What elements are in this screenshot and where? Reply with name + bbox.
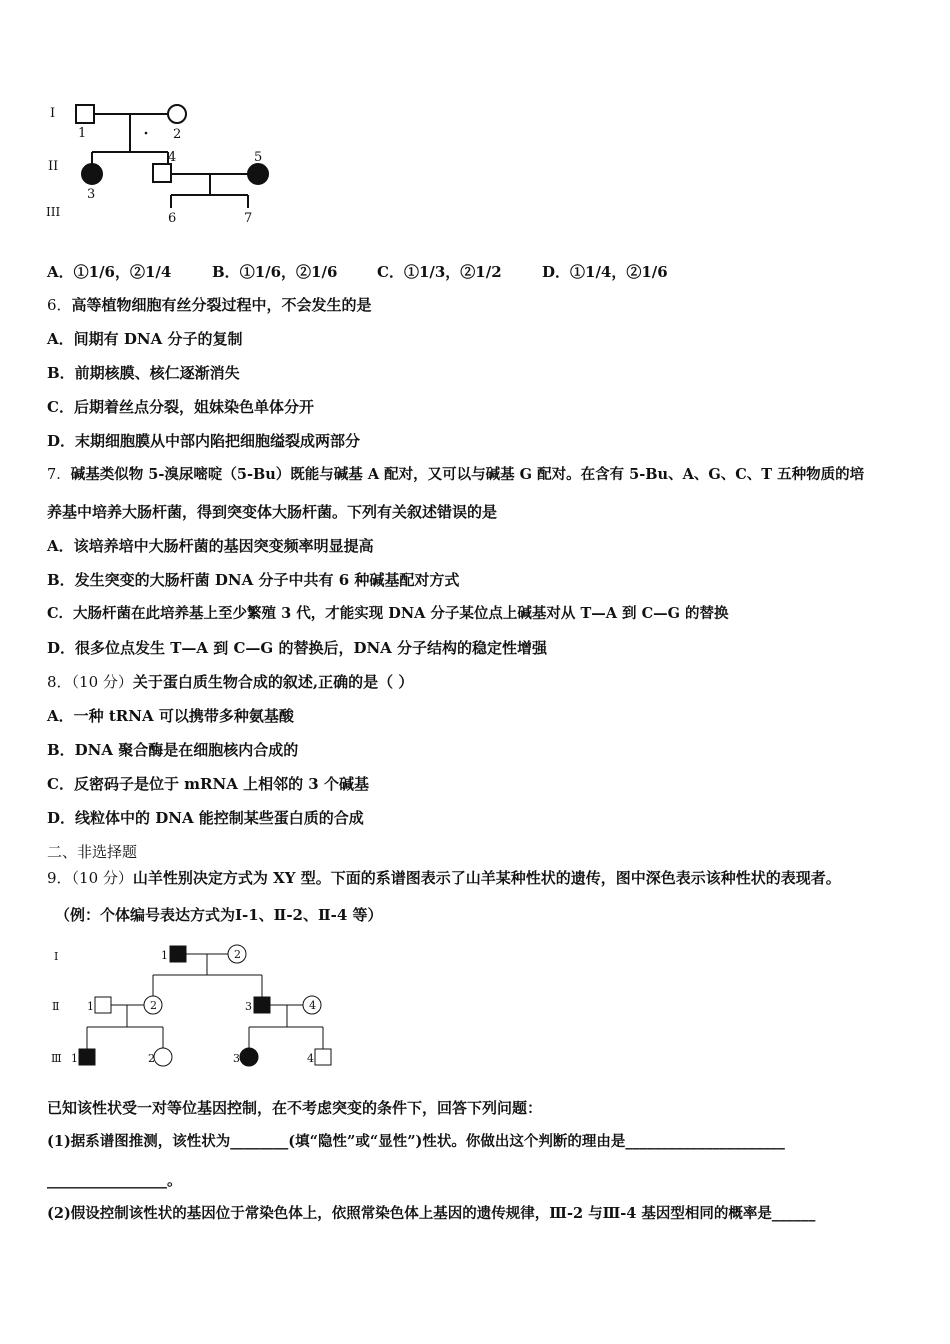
- question-number: 8．: [47, 673, 72, 691]
- option-text: ①1/4，②1/6: [570, 263, 668, 281]
- q8-stem: [47, 672, 413, 692]
- q6-option-c: C．后期着丝点分裂，姐妹染色单体分开: [47, 398, 314, 416]
- q6-option-d: D．末期细胞膜从中部内陷把细胞缢裂成两部分: [47, 432, 361, 450]
- question-number: 9．: [47, 869, 72, 887]
- pedigree-bottom-II3: [254, 997, 270, 1013]
- option-letter: A．: [47, 263, 74, 281]
- gen-label-I: I: [50, 106, 56, 121]
- q8-option-c: C．反密码子是位于 mRNA 上相邻的 3 个碱基: [47, 775, 369, 793]
- q7-option-d: D．很多位点发生 T—A 到 C—G 的替换后，DNA 分子结构的稳定性增强: [47, 639, 548, 657]
- pedigree-bottom-II1: [95, 997, 111, 1013]
- q9-sub1-line1: (1)据系谱图推测，该性状为________(填“隐性”或“显性”)性状。你做出这个判断的理由是______________________: [47, 1133, 785, 1150]
- option-letter: B．: [212, 263, 240, 281]
- pedigree-top-I2: [168, 105, 186, 123]
- ind-label: 2: [150, 999, 157, 1012]
- question-stem: 碱基类似物 5-溴尿嘧啶（5-Bu）既能与碱基 A 配对，又可以与碱基 G 配对。在含有 5-Bu、A、G、C、T 五种物质的培: [70, 466, 865, 483]
- pedigree-top: [40, 95, 290, 230]
- ind-label: 4: [168, 150, 177, 165]
- ind-label: 6: [168, 211, 177, 226]
- option-text: ①1/6，②1/6: [239, 263, 338, 281]
- question-number: 7．: [47, 467, 71, 483]
- gen-label-I: Ⅰ: [54, 950, 59, 963]
- question-number: 6．: [47, 296, 72, 314]
- section-heading: 二、非选择题: [47, 843, 138, 861]
- pedigree-top-dot: [145, 132, 148, 135]
- pedigree-bottom-I1: [170, 946, 186, 962]
- ind-label: 2: [148, 1052, 155, 1065]
- pedigree-bottom: [45, 940, 345, 1075]
- q8-option-b: B．DNA 聚合酶是在细胞核内合成的: [47, 741, 299, 759]
- question-stem: 山羊性别决定方式为 XY 型。下面的系谱图表示了山羊某种性状的遗传，图中深色表示该种性状的表现者。: [132, 869, 841, 887]
- ind-label: 2: [173, 127, 182, 142]
- question-stem: 高等植物细胞有丝分裂过程中，不会发生的是: [71, 296, 372, 314]
- ind-label: 4: [307, 1052, 314, 1065]
- pedigree-bottom-III2: [154, 1048, 172, 1066]
- gen-label-II: Ⅱ: [52, 1000, 60, 1013]
- gen-label-III: III: [46, 205, 61, 219]
- ind-label: 3: [233, 1052, 240, 1065]
- q7-option-c: C．大肠杆菌在此培养基上至少繁殖 3 代，才能实现 DNA 分子某位点上碱基对从 T—A 到 C—G 的替换: [47, 605, 729, 622]
- ind-label: 1: [71, 1052, 78, 1065]
- ind-label: 4: [309, 999, 316, 1012]
- gen-label-III: Ⅲ: [51, 1052, 62, 1065]
- q6-stem: [47, 295, 372, 315]
- q9-stem: [47, 868, 841, 888]
- q9-given: 已知该性状受一对等位基因控制，在不考虑突变的条件下，回答下列问题：: [47, 1099, 543, 1117]
- pedigree-top-I1: [76, 105, 94, 123]
- pedigree-top-II5: [248, 164, 268, 184]
- ind-label: 3: [245, 1000, 252, 1013]
- option-letter: D．: [542, 263, 571, 281]
- pedigree-bottom-III1: [79, 1049, 95, 1065]
- ind-label: 7: [244, 211, 253, 226]
- gen-label-II: II: [48, 159, 59, 174]
- option-letter: C．: [377, 263, 404, 281]
- q9-sub2: (2)假设控制该性状的基因位于常染色体上，依照常染色体上基因的遗传规律，Ⅲ-2 与Ⅲ-4 基因型相同的概率是______: [47, 1205, 816, 1222]
- q7-option-a: A．该培养培中大肠杆菌的基因突变频率明显提高: [47, 537, 374, 555]
- ind-label: 1: [161, 949, 168, 962]
- ind-label: 2: [234, 948, 241, 961]
- pedigree-bottom-III4: [315, 1049, 331, 1065]
- q7-stem-line2: 养基中培养大肠杆菌，得到突变体大肠杆菌。下列有关叙述错误的是: [47, 503, 498, 521]
- pedigree-top-II3: [82, 164, 102, 184]
- pedigree-top-II4: [153, 164, 171, 182]
- q8-option-a: A．一种 tRNA 可以携带多种氨基酸: [47, 707, 294, 725]
- question-score: （10 分）: [71, 673, 133, 691]
- ind-label: 1: [78, 126, 87, 141]
- q6-option-a: A．间期有 DNA 分子的复制: [47, 330, 243, 348]
- ind-label: 3: [87, 187, 96, 202]
- ind-label: 5: [254, 150, 263, 165]
- ind-label: 1: [87, 1000, 94, 1013]
- question-score: （10 分）: [71, 869, 133, 887]
- pedigree-bottom-III3: [240, 1048, 258, 1066]
- q6-option-b: B．前期核膜、核仁逐渐消失: [47, 364, 240, 382]
- q9-sub1-line2: ________________。: [47, 1171, 183, 1189]
- question-stem: 关于蛋白质生物合成的叙述,正确的是（ ）: [132, 673, 414, 691]
- option-text: ①1/6，②1/4: [73, 263, 172, 281]
- q7-stem-line1: [47, 465, 864, 485]
- q7-option-b: B．发生突变的大肠杆菌 DNA 分子中共有 6 种碱基配对方式: [47, 571, 460, 589]
- q9-note: （例：个体编号表达方式为Ⅰ-1、Ⅱ-2、Ⅱ-4 等）: [55, 906, 383, 924]
- option-text: ①1/3，②1/2: [403, 263, 502, 281]
- q8-option-d: D．线粒体中的 DNA 能控制某些蛋白质的合成: [47, 809, 364, 827]
